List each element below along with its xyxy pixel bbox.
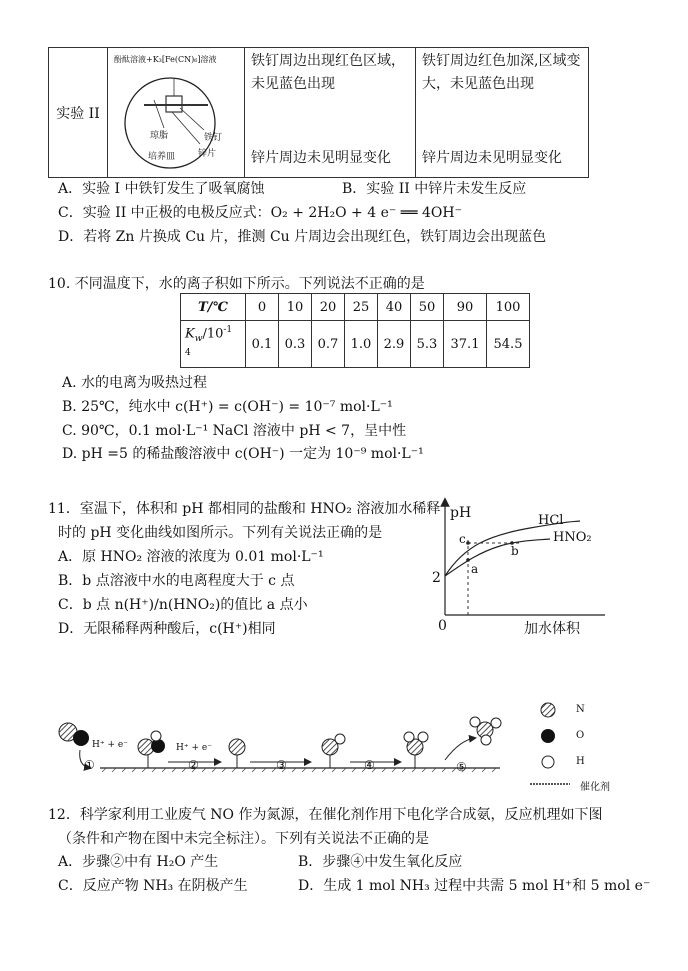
kw-unit-exp: -1 [223, 325, 233, 336]
kw-temp-cell: 25 [345, 294, 378, 321]
q11-option-b: B．b 点溶液中水的电离程度大于 c 点 [58, 573, 295, 589]
kw-table [180, 293, 530, 368]
kw-temp-cell: 50 [411, 294, 444, 321]
exp-observation-1 [245, 48, 416, 178]
q11-stem-line2: 时的 pH 变化曲线如图所示。下列有关说法正确的是 [58, 525, 383, 541]
kw-value-cell: 0.3 [279, 321, 312, 368]
q12-option-b: B．步骤④中发生氧化反应 [298, 854, 463, 870]
kw-header-temp: T/℃ [181, 294, 246, 321]
petri-dish-figure [108, 48, 244, 173]
kw-unit-exp2: 4 [185, 348, 191, 359]
legend-catalyst: 催化剂 [580, 782, 610, 793]
graph-point-a-label: a [471, 562, 479, 576]
exp-observation-2 [416, 48, 589, 178]
q11-option-c: C．b 点 n(H⁺)/n(HNO₂)的值比 a 点小 [58, 597, 308, 613]
exp-label: 实验 II [49, 48, 108, 178]
kw-temp-cell: 20 [312, 294, 345, 321]
kw-temp-cell: 90 [444, 294, 487, 321]
q10-option-a: A. 水的电离为吸热过程 [62, 375, 208, 391]
q10-stem: 10. 不同温度下，水的离子积如下所示。下列说法不正确的是 [48, 276, 425, 292]
graph-xlabel: 加水体积 [524, 621, 580, 637]
q12-stem-line1: 12．科学家利用工业废气 NO 作为氮源，在催化剂作用下电化学合成氨，反应机理如下图 [48, 807, 603, 823]
kw-value-cell: 1.0 [345, 321, 378, 368]
kw-temp-cell: 0 [246, 294, 279, 321]
kw-value-cell: 54.5 [487, 321, 530, 368]
kw-temp-cell: 10 [279, 294, 312, 321]
obs2-zinc: 锌片周边未见明显变化 [422, 150, 562, 166]
kw-value-cell: 37.1 [444, 321, 487, 368]
kw-temp-cell: 40 [378, 294, 411, 321]
graph-origin: 0 [438, 618, 447, 634]
obs1-nail: 铁钉周边出现红色区域，未见蓝色出现 [251, 53, 405, 92]
kw-unit: /10 [202, 326, 224, 342]
q12-option-d: D．生成 1 mol NH₃ 过程中共需 5 mol H⁺和 5 mol e⁻ [298, 878, 651, 894]
fig-dish-label: 培养皿 [148, 152, 176, 162]
kw-value-cell: 5.3 [411, 321, 444, 368]
obs2-nail: 铁钉周边红色加深,区域变大，未见蓝色出现 [422, 53, 581, 92]
step2-arrow-label: H⁺ + e⁻ [176, 743, 212, 753]
q11-stem-line1: 11．室温下，体积和 pH 都相同的盐酸和 HNO₂ 溶液加水稀释 [48, 501, 441, 517]
q12-option-c: C．反应产物 NH₃ 在阴极产生 [58, 878, 248, 894]
point-a [466, 558, 470, 562]
legend-h: H [576, 756, 585, 767]
step-1-label: ① [84, 758, 95, 772]
kw-symbol: K [185, 326, 195, 342]
q10-option-b: B. 25℃，纯水中 c(H⁺) = c(OH⁻) = 10⁻⁷ mol·L⁻¹ [62, 399, 393, 415]
graph-point-c-label: c [459, 532, 466, 546]
q11-option-d: D．无限稀释两种酸后，c(H⁺)相同 [58, 621, 276, 637]
kw-value-cell: 2.9 [378, 321, 411, 368]
obs1-zinc: 锌片周边未见明显变化 [251, 150, 391, 166]
q12-option-a: A．步骤②中有 H₂O 产生 [58, 854, 219, 870]
q11-option-a: A．原 HNO₂ 溶液的浓度为 0.01 mol·L⁻¹ [58, 549, 324, 565]
fig-solution-label: 酚酞溶液+K₃[Fe(CN)₆]溶液 [114, 55, 217, 64]
step-5-label: ⑤ [456, 760, 467, 774]
mechanism-diagram [50, 690, 640, 790]
kw-temp-cell: 100 [487, 294, 530, 321]
kw-value-cell: 0.7 [312, 321, 345, 368]
exp-figure [108, 48, 245, 178]
kw-symbol-sub: w [194, 334, 203, 345]
kw-header-kw [181, 321, 246, 368]
kw-value-cell: 0.1 [246, 321, 279, 368]
fig-zinc-label: 锌片 [198, 149, 217, 159]
graph-y-2: 2 [432, 570, 441, 586]
fig-nail-label: 铁钉 [204, 133, 223, 143]
step1-arrow-label: H⁺ + e⁻ [92, 740, 128, 750]
graph-point-b-label: b [511, 544, 519, 558]
q9-option-c: C．实验 II 中正极的电极反应式：O₂ + 2H₂O + 4 e⁻ ══ 4OH⁻ [58, 205, 463, 221]
q10-option-c: C. 90℃，0.1 mol·L⁻¹ NaCl 溶液中 pH < 7，呈中性 [62, 423, 407, 439]
graph-ylabel: pH [450, 505, 472, 521]
q9-option-d: D．若将 Zn 片换成 Cu 片，推测 Cu 片周边会出现红色，铁钉周边会出现蓝色 [58, 229, 547, 245]
step-2-label: ② [188, 758, 199, 772]
legend-o: O [576, 730, 585, 741]
legend-n: N [576, 704, 585, 715]
graph-legend-hcl: HCl [538, 513, 564, 528]
q12-stem-line2: （条件和产物在图中未完全标注）。下列有关说法不正确的是 [58, 831, 429, 847]
q9-option-a: A．实验 I 中铁钉发生了吸氧腐蚀 [58, 181, 265, 197]
step-3-label: ③ [276, 758, 287, 772]
fig-agar-label: 琼脂 [150, 131, 169, 141]
graph-legend-hno2: HNO₂ [553, 530, 592, 545]
q10-option-d: D. pH =5 的稀盐酸溶液中 c(OH⁻) 一定为 10⁻⁹ mol·L⁻¹ [62, 446, 424, 462]
q9-option-b: B．实验 II 中锌片未发生反应 [342, 181, 527, 197]
step-4-label: ④ [364, 758, 375, 772]
experiment-table [48, 47, 589, 178]
point-c [466, 541, 470, 545]
